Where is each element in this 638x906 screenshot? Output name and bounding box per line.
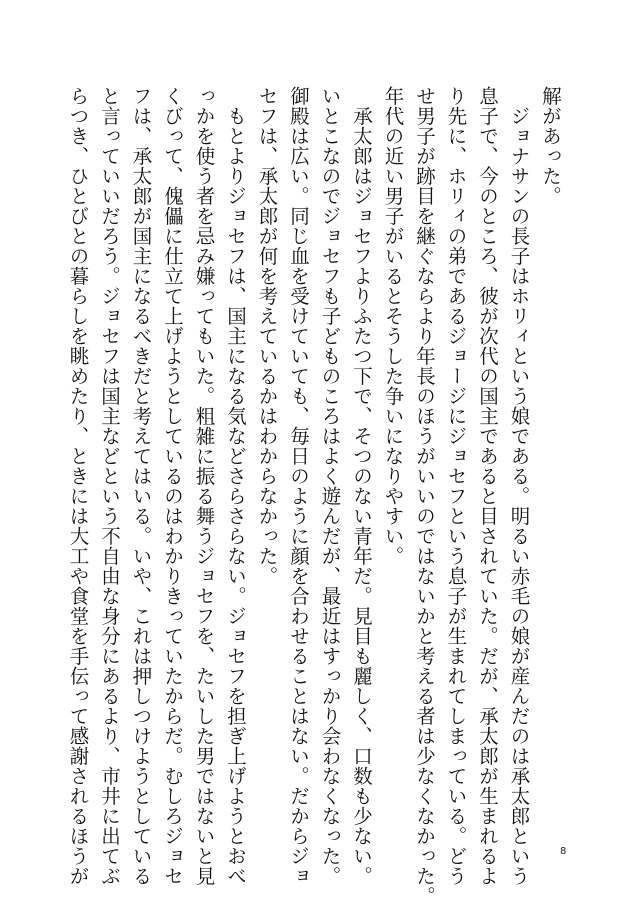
text-line: せ男子が跡目を継ぐならより年長のほうがいいのではないかと考える者は少なくなかった。 [413,86,436,906]
text-line: らつき、ひとびとの暮らしを眺めたり、ときには大工や食堂を手伝って感謝されるほうが [66,86,90,886]
text-line: 息子で、今のところ、彼が次代の国主であると目されていた。だが、承太郎が生まれるよ [476,86,499,886]
text-line: 承太郎はジョセフよりふたつ下で、そつのない青年だ。見目も麗しく、口数も少ない。 [350,86,373,886]
text-line: っかを使う者を忌み嫌ってもいた。粗雑に振る舞うジョセフを、たいした男ではないと見 [192,86,216,886]
text-line: くびって、傀儡に仕立て上げようとしているのはわかりきっていたからだ。むしろジョセ [161,86,184,886]
text-line: ジョナサンの長子はホリィという娘である。明るい赤毛の娘が産んだのは承太郎という [507,86,531,886]
text-line: 御殿は広い。同じ血を受けていても、毎日のように顔を合わせることはない。だからジョ [287,86,310,886]
text-line: と言っていいだろう。ジョセフは国主などという不自由な身分にあるより、市井に出てぶ [98,86,121,886]
text-line: り先に、ホリィの弟であるジョージにジョセフという息子が生まれてしまっている。どう [444,86,468,886]
text-line: いとこなのでジョセフも子どものころはよく遊んだが、最近はすっかり会わなくなった。 [318,86,342,886]
text-line: フは、承太郎が国主になるべきだと考えてはいる。いや、これは押しつけようとしている [129,86,153,886]
text-line: 解があった。 [539,86,562,206]
text-line: セフは、承太郎が何を考えているかはわからなかった。 [255,86,279,586]
text-line: もとよりジョセフは、国主になる気などさらさらない。ジョセフを担ぎ上げようとおべ [224,86,247,886]
body-text [66,86,566,906]
page-number: 8 [560,846,567,857]
text-line: 年代の近い男子がいるとそうした争いになりやすい。 [381,86,405,566]
